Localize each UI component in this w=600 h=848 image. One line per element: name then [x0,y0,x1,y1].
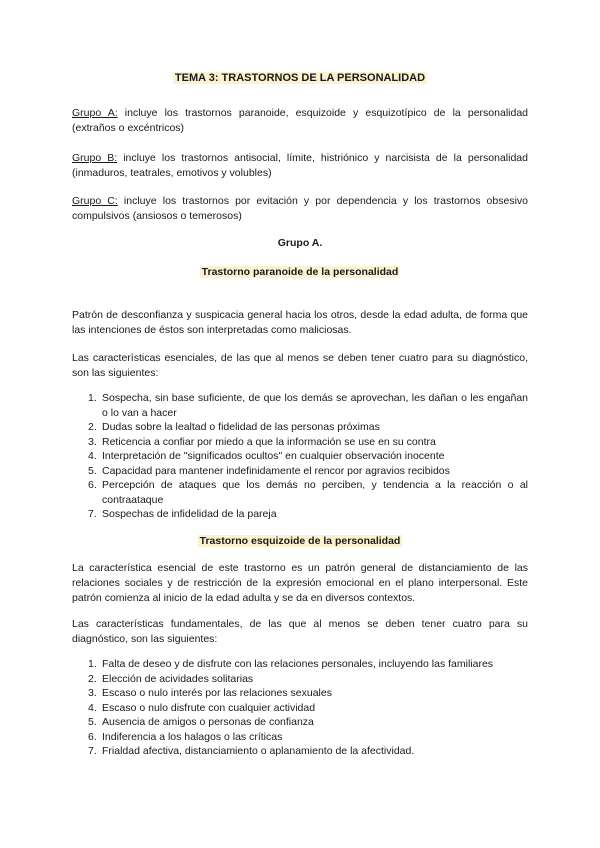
paranoid-criteria-intro: Las características esenciales, de las que al menos se deben tener cuatro para su diagnóstico, son las siguientes: [72,352,528,379]
schizoid-intro: La característica esencial de este trastorno es un patrón general de distanciamiento de las relaciones sociales y de restricción de la expresión emocional en el plano interpersonal. Este patrón comienza al inicio de la edad adulta y se da en diversos contextos. [72,562,528,604]
group-a-intro [72,106,528,136]
group-description: incluye los trastornos antisocial, límite, histriónico y narcisista de la personalidad (inmaduros, teatrales, emotivos y volubles) [72,152,528,179]
list-number: 3. [88,435,97,448]
list-item [72,464,528,479]
list-number: 5. [88,464,97,477]
list-number: 3. [88,687,97,699]
list-number: 2. [88,421,97,433]
group-label: Grupo C: [72,195,118,207]
list-number: 7. [88,745,97,757]
list-item [72,449,528,464]
list-text: Reticencia a confiar por miedo a que la información se use en su contra [102,435,436,448]
list-text: Sospecha, sin base suficiente, de que los demás se aprovechan, les dañan o les engañan o lo van a hacer [102,392,528,419]
list-item [72,744,528,759]
schizoid-criteria-intro: Las características fundamentales, de las que al menos se deben tener cuatro para su diagnóstico, son las siguientes: [72,618,528,645]
paranoid-criteria-list [72,391,528,522]
list-text: Frialdad afectiva, distanciamiento o aplanamiento de la afectividad. [102,745,415,757]
group-c-intro [72,194,528,224]
list-item [72,478,528,507]
list-text: Percepción de ataques que los demás no perciben, y tendencia a la reacción o al contraataque [102,479,528,506]
page-title-text: TEMA 3: TRASTORNOS DE LA PERSONALIDAD [174,72,426,84]
paranoid-heading [0,266,600,278]
group-description: incluye los trastornos por evitación y por dependencia y los trastornos obsesivo compulsivos (ansiosos o temerosos) [72,195,529,222]
group-description: incluye los trastornos paranoide, esquizoide y esquizotípico de la personalidad (extraños o excéntricos) [72,107,528,134]
list-number: 1. [88,658,97,670]
group-a-heading [0,237,600,249]
list-text: Ausencia de amigos o personas de confianza [102,716,314,728]
list-item [72,686,528,701]
schizoid-heading-text: Trastorno esquizoide de la personalidad [199,535,401,547]
paranoid-intro: Patrón de desconfianza y suspicacia general hacia los otros, desde la edad adulta, de forma que las intenciones de éstos son interpretadas como maliciosas. [72,309,528,336]
list-number: 5. [88,716,97,728]
list-text: Dudas sobre la lealtad o fidelidad de las personas próximas [102,421,380,433]
list-number: 7. [88,508,97,520]
paranoid-heading-text: Trastorno paranoide de la personalidad [201,266,399,278]
group-label: Grupo A: [72,107,118,119]
list-item [72,730,528,745]
group-a-heading-text: Grupo A. [277,237,323,249]
group-b-intro [72,151,528,181]
schizoid-criteria-list [72,657,528,759]
list-text: Escaso o nulo interés por las relaciones sexuales [102,687,332,699]
list-item [72,391,528,420]
list-text: Indiferencia a los halagos o las críticas [102,730,283,743]
list-number: 6. [88,479,97,491]
list-text: Sospechas de infidelidad de la pareja [102,508,277,520]
list-item [72,657,528,672]
list-number: 1. [88,392,97,404]
page-title [0,72,600,84]
list-item [72,420,528,435]
list-number: 4. [88,701,97,714]
list-item [72,435,528,450]
group-label: Grupo B: [72,152,118,164]
list-number: 6. [88,730,97,743]
schizoid-heading [0,535,600,547]
list-number: 4. [88,450,97,462]
list-text: Elección de acividades solitarias [102,672,254,685]
list-number: 2. [88,672,97,685]
list-text: Capacidad para mantener indefinidamente el rencor por agravios recibidos [102,464,450,477]
list-item [72,672,528,687]
list-text: Interpretación de "significados ocultos" en cualquier observación inocente [102,450,445,462]
list-item [72,701,528,716]
list-item [72,507,528,522]
list-item [72,715,528,730]
list-text: Escaso o nulo disfrute con cualquier actividad [102,701,316,714]
list-text: Falta de deseo y de disfrute con las relaciones personales, incluyendo las familiares [102,658,494,670]
